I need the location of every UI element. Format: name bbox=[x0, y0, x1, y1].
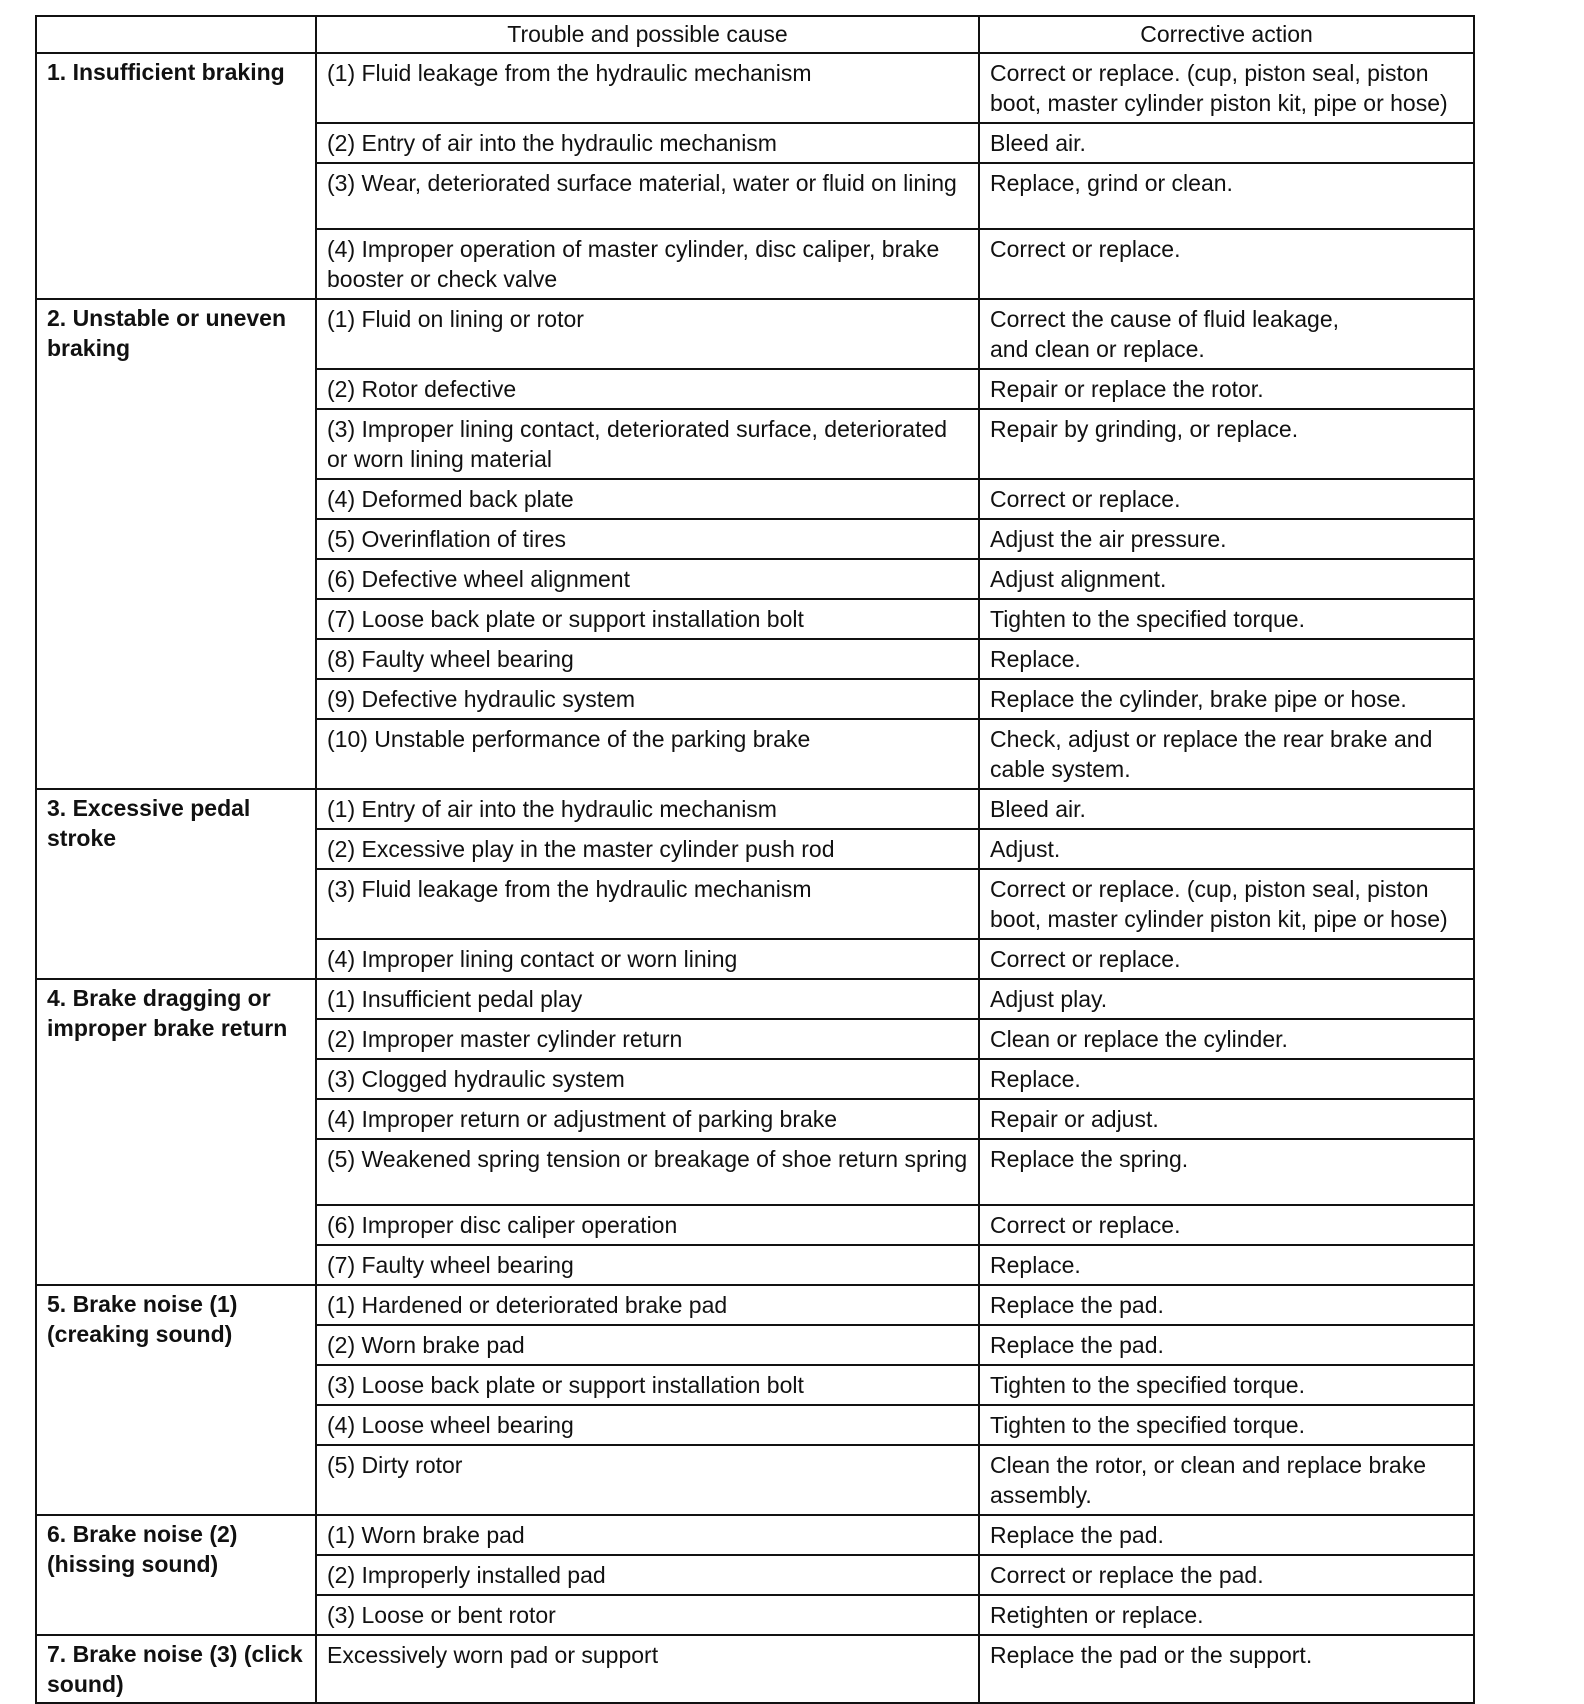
possible-cause: (2) Excessive play in the master cylinder push rod bbox=[316, 829, 979, 869]
possible-cause: (4) Improper operation of master cylinder, disc caliper, brake booster or check valve bbox=[316, 229, 979, 299]
possible-cause: (4) Improper return or adjustment of parking brake bbox=[316, 1099, 979, 1139]
possible-cause: (1) Hardened or deteriorated brake pad bbox=[316, 1285, 979, 1325]
corrective-action: Repair or replace the rotor. bbox=[979, 369, 1474, 409]
trouble-category: 6. Brake noise (2) (hissing sound) bbox=[36, 1515, 316, 1635]
corrective-action: Tighten to the specified torque. bbox=[979, 599, 1474, 639]
corrective-action: Repair by grinding, or replace. bbox=[979, 409, 1474, 479]
corrective-action: Replace the pad or the support. bbox=[979, 1635, 1474, 1703]
possible-cause: (1) Insufficient pedal play bbox=[316, 979, 979, 1019]
possible-cause: (2) Worn brake pad bbox=[316, 1325, 979, 1365]
possible-cause: (3) Fluid leakage from the hydraulic mechanism bbox=[316, 869, 979, 939]
corrective-action: Replace the cylinder, brake pipe or hose. bbox=[979, 679, 1474, 719]
possible-cause: (8) Faulty wheel bearing bbox=[316, 639, 979, 679]
table-row bbox=[36, 53, 1474, 123]
possible-cause: (5) Weakened spring tension or breakage of shoe return spring bbox=[316, 1139, 979, 1205]
possible-cause: (3) Clogged hydraulic system bbox=[316, 1059, 979, 1099]
corrective-action: Retighten or replace. bbox=[979, 1595, 1474, 1635]
troubleshooting-table bbox=[35, 15, 1475, 1704]
corrective-action: Correct or replace. bbox=[979, 939, 1474, 979]
corrective-action: Replace, grind or clean. bbox=[979, 163, 1474, 229]
table-row bbox=[36, 979, 1474, 1019]
table-row bbox=[36, 1285, 1474, 1325]
corrective-action: Correct or replace. bbox=[979, 229, 1474, 299]
corrective-action: Correct or replace the pad. bbox=[979, 1555, 1474, 1595]
possible-cause: (4) Improper lining contact or worn lining bbox=[316, 939, 979, 979]
possible-cause: (9) Defective hydraulic system bbox=[316, 679, 979, 719]
possible-cause: (5) Dirty rotor bbox=[316, 1445, 979, 1515]
possible-cause: (2) Improperly installed pad bbox=[316, 1555, 979, 1595]
possible-cause: (3) Loose back plate or support installation bolt bbox=[316, 1365, 979, 1405]
corrective-action: Bleed air. bbox=[979, 123, 1474, 163]
possible-cause: (2) Rotor defective bbox=[316, 369, 979, 409]
corrective-action: Replace. bbox=[979, 1059, 1474, 1099]
possible-cause: (2) Entry of air into the hydraulic mechanism bbox=[316, 123, 979, 163]
possible-cause: (1) Fluid leakage from the hydraulic mechanism bbox=[316, 53, 979, 123]
corrective-action: Correct or replace. (cup, piston seal, piston boot, master cylinder piston kit, pipe or hose) bbox=[979, 53, 1474, 123]
possible-cause: Excessively worn pad or support bbox=[316, 1635, 979, 1703]
trouble-category: 2. Unstable or uneven braking bbox=[36, 299, 316, 789]
possible-cause: (7) Loose back plate or support installation bolt bbox=[316, 599, 979, 639]
possible-cause: (1) Entry of air into the hydraulic mechanism bbox=[316, 789, 979, 829]
corrective-action: Replace the pad. bbox=[979, 1285, 1474, 1325]
possible-cause: (4) Deformed back plate bbox=[316, 479, 979, 519]
possible-cause: (5) Overinflation of tires bbox=[316, 519, 979, 559]
corrective-action: Adjust alignment. bbox=[979, 559, 1474, 599]
corrective-action: Clean or replace the cylinder. bbox=[979, 1019, 1474, 1059]
corrective-action: Clean the rotor, or clean and replace brake assembly. bbox=[979, 1445, 1474, 1515]
header-cause: Trouble and possible cause bbox=[316, 16, 979, 53]
possible-cause: (6) Improper disc caliper operation bbox=[316, 1205, 979, 1245]
corrective-action: Tighten to the specified torque. bbox=[979, 1365, 1474, 1405]
corrective-action: Correct the cause of fluid leakage, and clean or replace. bbox=[979, 299, 1474, 369]
corrective-action: Check, adjust or replace the rear brake and cable system. bbox=[979, 719, 1474, 789]
trouble-category: 3. Excessive pedal stroke bbox=[36, 789, 316, 979]
corrective-action: Replace. bbox=[979, 1245, 1474, 1285]
corrective-action: Correct or replace. bbox=[979, 479, 1474, 519]
possible-cause: (10) Unstable performance of the parking brake bbox=[316, 719, 979, 789]
corrective-action: Replace the spring. bbox=[979, 1139, 1474, 1205]
table-row bbox=[36, 789, 1474, 829]
header-row bbox=[36, 16, 1474, 53]
header-blank-cell bbox=[36, 16, 316, 53]
possible-cause: (3) Improper lining contact, deteriorated surface, deteriorated or worn lining material bbox=[316, 409, 979, 479]
corrective-action: Adjust play. bbox=[979, 979, 1474, 1019]
corrective-action: Replace the pad. bbox=[979, 1325, 1474, 1365]
corrective-action: Replace. bbox=[979, 639, 1474, 679]
corrective-action: Tighten to the specified torque. bbox=[979, 1405, 1474, 1445]
corrective-action: Correct or replace. (cup, piston seal, piston boot, master cylinder piston kit, pipe or hose) bbox=[979, 869, 1474, 939]
corrective-action: Correct or replace. bbox=[979, 1205, 1474, 1245]
trouble-category: 1. Insufficient braking bbox=[36, 53, 316, 299]
possible-cause: (3) Wear, deteriorated surface material, water or fluid on lining bbox=[316, 163, 979, 229]
trouble-category: 7. Brake noise (3) (click sound) bbox=[36, 1635, 316, 1703]
possible-cause: (1) Worn brake pad bbox=[316, 1515, 979, 1555]
corrective-action: Adjust. bbox=[979, 829, 1474, 869]
corrective-action: Replace the pad. bbox=[979, 1515, 1474, 1555]
corrective-action: Adjust the air pressure. bbox=[979, 519, 1474, 559]
trouble-category: 4. Brake dragging or improper brake return bbox=[36, 979, 316, 1285]
possible-cause: (7) Faulty wheel bearing bbox=[316, 1245, 979, 1285]
possible-cause: (4) Loose wheel bearing bbox=[316, 1405, 979, 1445]
possible-cause: (2) Improper master cylinder return bbox=[316, 1019, 979, 1059]
table-row bbox=[36, 1515, 1474, 1555]
possible-cause: (1) Fluid on lining or rotor bbox=[316, 299, 979, 369]
possible-cause: (6) Defective wheel alignment bbox=[316, 559, 979, 599]
corrective-action: Repair or adjust. bbox=[979, 1099, 1474, 1139]
corrective-action: Bleed air. bbox=[979, 789, 1474, 829]
table-row bbox=[36, 1635, 1474, 1703]
table-row bbox=[36, 299, 1474, 369]
table-body bbox=[36, 16, 1474, 1703]
trouble-category: 5. Brake noise (1) (creaking sound) bbox=[36, 1285, 316, 1515]
possible-cause: (3) Loose or bent rotor bbox=[316, 1595, 979, 1635]
header-action: Corrective action bbox=[979, 16, 1474, 53]
